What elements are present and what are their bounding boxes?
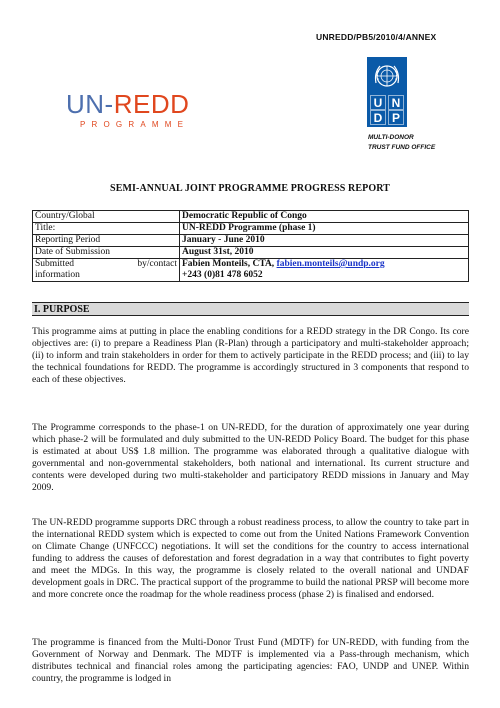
table-row [33,223,469,235]
un-redd-logo [66,91,189,129]
undp-letter-n: N [388,95,404,110]
country-value: Democratic Republic of Congo [180,211,469,223]
mdtf-caption [368,133,435,153]
submitted-label-b: by/contact [137,259,177,269]
un-emblem-icon [372,61,402,91]
mdtf-line1: MULTI-DONOR [368,134,414,141]
date-value: August 31st, 2010 [180,247,469,259]
undp-logo [367,57,407,127]
contact-name: Fabien Monteils, CTA, [182,259,275,269]
title-label: Title: [33,223,180,235]
submitted-label-c: information [35,270,80,280]
paragraph-readiness: The UN-REDD programme supports DRC through a robust readiness process, to allow the country to take part in the international REDD system which is expected to come out from the United Nations Framework Convention on Climate Change (UNFCCC) negotiations. It will set the conditions for the country to access international funding to address the causes of deforestation and forest degradation in a way that contributes to fight poverty and meet the MDGs. In this way, the programme is closely related to the overall national and UNDAF development goals in DRC. The practical support of the programme to build the national PRSP will become more and more concrete once the roadmap for the whole readiness process (phase 2) is finalised and endorsed. [32,517,469,600]
date-label: Date of Submission [33,247,180,259]
contact-email-link[interactable]: fabien.monteils@undp.org [276,259,385,269]
logo-redd-text: REDD [113,89,190,119]
logo-un-text: UN- [66,89,114,119]
period-value: January - June 2010 [180,235,469,247]
table-row [33,211,469,223]
contact-value [180,259,469,282]
undp-letter-d: D [370,110,386,125]
title-value: UN-REDD Programme (phase 1) [180,223,469,235]
paragraph-objectives: This programme aims at putting in place the enabling conditions for a REDD strategy in the DR Congo. Its core objectives are: (i) to prepare a Readiness Plan (R-Plan) through a participatory and multi-stakeholder approach; (ii) to inform and train stakeholders in order for them to actively participate in the REDD process; and (iii) to lay the technical foundations for REDD. The programme is accordingly structured in 3 components that respond to each of these objectives. [32,326,469,385]
table-row [33,259,469,282]
paragraph-financing: The programme is financed from the Multi-Donor Trust Fund (MDTF) for UN-REDD, with funding from the Government of Norway and Denmark. The MDTF is implemented via a Pass-through mechanism, which distributes technical and financial roles among the participating agencies: FAO, UNDP and UNEP. Within country, the programme is lodged in [32,637,469,684]
contact-phone: +243 (0)81 478 6052 [182,270,263,280]
logo-programme-text: PROGRAMME [80,120,190,129]
table-row [33,247,469,259]
submitted-label [33,259,180,282]
undp-letter-u: U [370,95,386,110]
mdtf-line2: TRUST FUND OFFICE [368,144,436,151]
country-label: Country/Global [33,211,180,223]
period-label: Reporting Period [33,235,180,247]
section-heading-purpose: I. PURPOSE [32,302,469,316]
table-row [33,235,469,247]
report-title: SEMI-ANNUAL JOINT PROGRAMME PROGRESS REPORT [110,183,390,194]
paragraph-phase1: The Programme corresponds to the phase-1 on UN-REDD, for the duration of approximately one year during which phase-2 will be formulated and duly submitted to the UN-REDD Policy Board. The budget for this phase is estimated at about US$ 1.8 million. The programme was elaborated through a qualitative dialogue with governmental and non-governmental stakeholders, both national and international. Its current structure and contents were developed during two multi-stakeholder and participatory REDD missions in January and May 2009. [32,422,469,493]
document-reference: UNREDD/PB5/2010/4/ANNEX [316,32,437,42]
report-info-table [32,210,469,282]
submitted-label-a: Submitted [35,259,75,269]
undp-letter-p: P [388,110,404,125]
